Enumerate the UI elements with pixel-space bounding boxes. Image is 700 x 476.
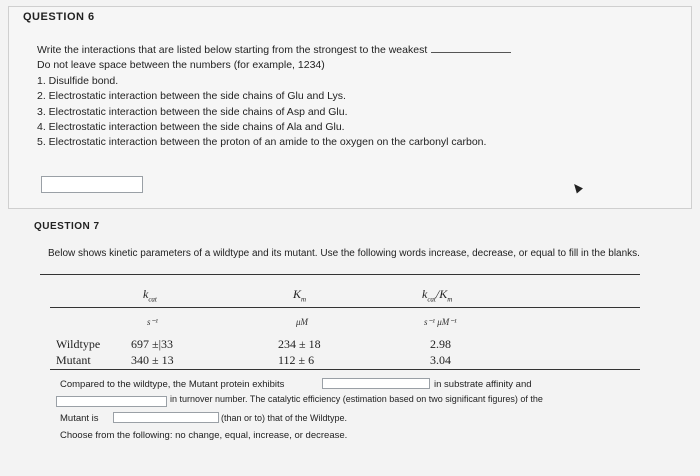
wildtype-km: 234 ± 18 <box>278 337 321 351</box>
q6-line-instruction: Do not leave space between the numbers (for example, 1234) <box>37 59 325 72</box>
sentence-part-c: in turnover number. The catalytic efficiency (estimation based on two significant figures) of the <box>170 394 543 404</box>
sentence-part-e: (than or to) that of the Wildtype. <box>221 413 348 423</box>
table-bottom-rule <box>50 369 640 370</box>
q6-answer-input[interactable] <box>41 176 143 193</box>
q6-line-item-5: 5. Electrostatic interaction between the proton of an amide to the oxygen on the carbonyl carbon. <box>37 136 487 149</box>
q6-line-prompt: Write the interactions that are listed below starting from the strongest to the weakest <box>37 43 677 58</box>
q6-line-item-2: 2. Electrostatic interaction between the side chains of Glu and Lys. <box>37 90 346 103</box>
question-6-panel <box>8 6 692 209</box>
question-7-title: QUESTION 7 <box>34 221 100 232</box>
header-kcat: $k_{cat}$ <box>143 287 157 304</box>
question-6-text <box>37 43 677 151</box>
wildtype-kcat: 697 ±|33 <box>131 337 173 351</box>
header-kcat-km: $k_{cat}/K_m$ <box>422 287 453 304</box>
q6-line-item-1: 1. Disulfide bond. <box>37 74 119 87</box>
question-7-panel <box>20 215 700 476</box>
mutant-ratio: 3.04 <box>430 353 451 367</box>
blank-3-input[interactable] <box>113 412 219 423</box>
header-km: $K_m$ <box>293 287 307 304</box>
sentence-part-a: Compared to the wildtype, the Mutant protein exhibits <box>60 379 285 390</box>
table-top-rule <box>40 274 640 275</box>
q6-line-item-3: 3. Electrostatic interaction between the side chains of Asp and Glu. <box>37 105 348 118</box>
blank-1-input[interactable] <box>322 378 430 389</box>
row-label-mutant: Mutant <box>56 353 91 367</box>
wildtype-ratio: 2.98 <box>430 337 451 351</box>
unit-kcat-km: s⁻¹ μM⁻¹ <box>424 317 457 327</box>
mutant-km: 112 ± 6 <box>278 353 315 367</box>
question-7-intro: Below shows kinetic parameters of a wildtype and its mutant. Use the following words increase, decrease, or equal to fill in the blanks. <box>48 248 640 259</box>
blank-2-input[interactable] <box>56 396 167 407</box>
choose-instructions: Choose from the following: no change, equal, increase, or decrease. <box>60 430 348 441</box>
question-6-title: QUESTION 6 <box>23 11 95 23</box>
sentence-part-d: Mutant is <box>60 413 99 424</box>
mutant-kcat: 340 ± 13 <box>131 353 174 367</box>
unit-kcat: s⁻¹ <box>147 317 158 327</box>
row-label-wildtype: Wildtype <box>56 337 101 351</box>
q6-line-item-4: 4. Electrostatic interaction between the side chains of Ala and Glu. <box>37 121 345 134</box>
table-header-rule <box>50 307 640 308</box>
sentence-part-b: in substrate affinity and <box>434 379 532 390</box>
mouse-cursor-icon <box>571 181 583 193</box>
q6-blank-line <box>431 52 511 53</box>
unit-km: μM <box>296 317 309 327</box>
